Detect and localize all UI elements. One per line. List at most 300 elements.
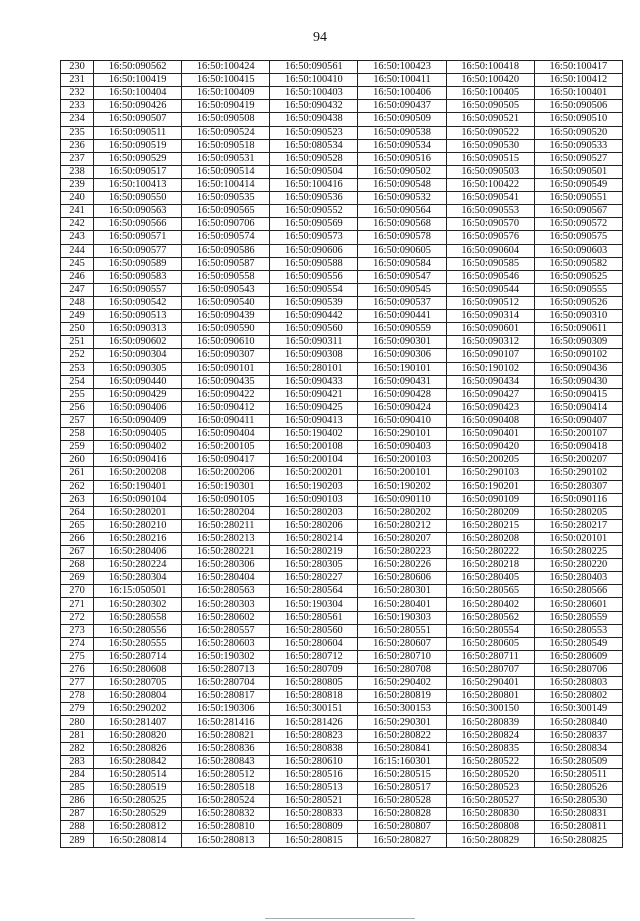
cadastral-number-cell: 16:50:290103 [446, 467, 534, 480]
cadastral-number-cell: 16:50:090438 [270, 113, 358, 126]
cadastral-number-cell: 16:50:280514 [94, 768, 182, 781]
cadastral-number-cell: 16:50:280814 [94, 834, 182, 848]
cadastral-number-cell: 16:50:090511 [94, 126, 182, 139]
cadastral-number-cell: 16:50:100415 [182, 74, 270, 87]
cadastral-number-cell: 16:50:090572 [534, 218, 622, 231]
cadastral-number-cell: 16:50:280830 [446, 808, 534, 821]
cadastral-number-cell: 16:50:280509 [534, 755, 622, 768]
table-row [61, 310, 623, 323]
cadastral-number-cell: 16:50:090549 [534, 178, 622, 191]
table-row [61, 572, 623, 585]
row-number: 256 [61, 401, 94, 414]
cadastral-number-cell: 16:50:280563 [182, 585, 270, 598]
cadastral-number-cell: 16:50:190401 [94, 480, 182, 493]
cadastral-number-cell: 16:50:090571 [94, 231, 182, 244]
table-row [61, 244, 623, 257]
cadastral-number-cell: 16:50:280803 [534, 677, 622, 690]
cadastral-number-cell: 16:50:280605 [446, 637, 534, 650]
table-row [61, 152, 623, 165]
row-number: 258 [61, 428, 94, 441]
cadastral-number-cell: 16:50:090508 [182, 113, 270, 126]
cadastral-number-cell: 16:50:280403 [534, 572, 622, 585]
row-number: 240 [61, 192, 94, 205]
row-number: 284 [61, 768, 94, 781]
cadastral-number-cell: 16:50:090567 [534, 205, 622, 218]
cadastral-number-cell: 16:50:100424 [182, 61, 270, 74]
table-row [61, 742, 623, 755]
cadastral-number-cell: 16:50:280815 [270, 834, 358, 848]
row-number: 282 [61, 742, 94, 755]
cadastral-number-cell: 16:50:290101 [358, 428, 446, 441]
cadastral-number-cell: 16:50:090568 [358, 218, 446, 231]
table-row [61, 61, 623, 74]
cadastral-number-cell: 16:50:280802 [534, 690, 622, 703]
cadastral-number-cell: 16:50:090578 [358, 231, 446, 244]
cadastral-number-cell: 16:50:090556 [270, 270, 358, 283]
cadastral-number-cell: 16:50:090552 [270, 205, 358, 218]
table-row [61, 257, 623, 270]
cadastral-number-cell: 16:50:090430 [534, 375, 622, 388]
cadastral-number-cell: 16:50:280301 [358, 585, 446, 598]
row-number: 273 [61, 624, 94, 637]
cadastral-number-cell: 16:50:290401 [446, 677, 534, 690]
cadastral-number-cell: 16:50:280832 [182, 808, 270, 821]
cadastral-number-cell: 16:50:090402 [94, 441, 182, 454]
row-number: 239 [61, 178, 94, 191]
cadastral-number-cell: 16:50:280601 [534, 598, 622, 611]
table-row [61, 126, 623, 139]
cadastral-number-cell: 16:50:090513 [94, 310, 182, 323]
row-number: 233 [61, 100, 94, 113]
cadastral-number-cell: 16:50:280707 [446, 664, 534, 677]
cadastral-number-cell: 16:50:090301 [358, 336, 446, 349]
cadastral-number-cell: 16:50:280555 [94, 637, 182, 650]
table-row [61, 323, 623, 336]
cadastral-number-cell: 16:50:100422 [446, 178, 534, 191]
cadastral-number-cell: 16:50:280554 [446, 624, 534, 637]
cadastral-number-cell: 16:50:280604 [270, 637, 358, 650]
cadastral-number-cell: 16:50:280831 [534, 808, 622, 821]
table-row [61, 664, 623, 677]
cadastral-number-cell: 16:50:280843 [182, 755, 270, 768]
cadastral-number-cell: 16:50:020101 [534, 532, 622, 545]
cadastral-number-cell: 16:15:160301 [358, 755, 446, 768]
cadastral-number-cell: 16:50:090554 [270, 283, 358, 296]
cadastral-number-cell: 16:50:090603 [534, 244, 622, 257]
cadastral-number-cell: 16:50:090531 [182, 152, 270, 165]
table-row [61, 454, 623, 467]
row-number: 286 [61, 795, 94, 808]
row-number: 285 [61, 782, 94, 795]
cadastral-number-cell: 16:50:090413 [270, 414, 358, 427]
row-number: 270 [61, 585, 94, 598]
cadastral-number-cell: 16:50:280511 [534, 768, 622, 781]
cadastral-number-cell: 16:50:290202 [94, 703, 182, 716]
cadastral-number-cell: 16:50:090611 [534, 323, 622, 336]
cadastral-number-cell: 16:50:280812 [94, 821, 182, 834]
cadastral-number-cell: 16:50:090565 [182, 205, 270, 218]
cadastral-number-cell: 16:50:280212 [358, 519, 446, 532]
row-number: 253 [61, 362, 94, 375]
cadastral-number-cell: 16:50:090560 [270, 323, 358, 336]
row-number: 252 [61, 349, 94, 362]
cadastral-number-cell: 16:50:090421 [270, 388, 358, 401]
table-row [61, 834, 623, 848]
table-row [61, 100, 623, 113]
cadastral-number-cell: 16:50:280809 [270, 821, 358, 834]
row-number: 246 [61, 270, 94, 283]
cadastral-number-cell: 16:50:280811 [534, 821, 622, 834]
cadastral-number-cell: 16:50:090562 [94, 61, 182, 74]
row-number: 235 [61, 126, 94, 139]
cadastral-number-cell: 16:50:300151 [270, 703, 358, 716]
cadastral-number-cell: 16:50:280521 [270, 795, 358, 808]
table-row [61, 165, 623, 178]
cadastral-number-cell: 16:50:280524 [182, 795, 270, 808]
cadastral-number-cell: 16:50:100423 [358, 61, 446, 74]
cadastral-number-cell: 16:50:090109 [446, 493, 534, 506]
table-row [61, 703, 623, 716]
cadastral-number-cell: 16:50:280561 [270, 611, 358, 624]
table-row [61, 192, 623, 205]
cadastral-number-cell: 16:50:280208 [446, 532, 534, 545]
table-row [61, 231, 623, 244]
cadastral-number-cell: 16:50:280706 [534, 664, 622, 677]
table-row [61, 795, 623, 808]
cadastral-number-cell: 16:50:280560 [270, 624, 358, 637]
cadastral-number-cell: 16:50:190402 [270, 428, 358, 441]
cadastral-number-cell: 16:50:100409 [182, 87, 270, 100]
cadastral-number-cell: 16:50:280225 [534, 546, 622, 559]
cadastral-number-cell: 16:50:280549 [534, 637, 622, 650]
cadastral-number-cell: 16:50:280825 [534, 834, 622, 848]
cadastral-number-cell: 16:50:100404 [94, 87, 182, 100]
row-number: 238 [61, 165, 94, 178]
cadastral-number-cell: 16:50:281426 [270, 716, 358, 729]
cadastral-number-cell: 16:50:090522 [446, 126, 534, 139]
cadastral-number-cell: 16:50:090404 [182, 428, 270, 441]
cadastral-number-cell: 16:50:280218 [446, 559, 534, 572]
row-number: 280 [61, 716, 94, 729]
cadastral-number-cell: 16:50:090584 [358, 257, 446, 270]
cadastral-number-cell: 16:50:190101 [358, 362, 446, 375]
cadastral-number-cell: 16:50:200201 [270, 467, 358, 480]
table-row [61, 362, 623, 375]
cadastral-number-cell: 16:50:190202 [358, 480, 446, 493]
cadastral-number-cell: 16:50:200206 [182, 467, 270, 480]
table-row [61, 401, 623, 414]
row-number: 245 [61, 257, 94, 270]
cadastral-number-cell: 16:50:090505 [446, 100, 534, 113]
cadastral-number-cell: 16:50:280608 [94, 664, 182, 677]
cadastral-number-cell: 16:50:280512 [182, 768, 270, 781]
cadastral-number-cell: 16:50:090542 [94, 296, 182, 309]
cadastral-number-cell: 16:50:090544 [446, 283, 534, 296]
cadastral-number-cell: 16:50:090517 [94, 165, 182, 178]
cadastral-number-cell: 16:50:280840 [534, 716, 622, 729]
cadastral-number-cell: 16:50:280401 [358, 598, 446, 611]
row-number: 266 [61, 532, 94, 545]
cadastral-number-cell: 16:50:090432 [270, 100, 358, 113]
cadastral-number-cell: 16:50:090541 [446, 192, 534, 205]
cadastral-number-cell: 16:50:090557 [94, 283, 182, 296]
cadastral-number-cell: 16:50:090313 [94, 323, 182, 336]
cadastral-number-cell: 16:50:281407 [94, 716, 182, 729]
cadastral-number-cell: 16:50:090536 [270, 192, 358, 205]
cadastral-number-cell: 16:50:100414 [182, 178, 270, 191]
cadastral-number-cell: 16:50:280404 [182, 572, 270, 585]
table-row [61, 428, 623, 441]
cadastral-number-cell: 16:50:090510 [534, 113, 622, 126]
cadastral-number-cell: 16:50:090507 [94, 113, 182, 126]
cadastral-number-cell: 16:50:280523 [446, 782, 534, 795]
cadastral-number-cell: 16:50:090577 [94, 244, 182, 257]
cadastral-number-cell: 16:50:090431 [358, 375, 446, 388]
cadastral-number-cell: 16:50:190301 [182, 480, 270, 493]
cadastral-number-cell: 16:50:280211 [182, 519, 270, 532]
cadastral-number-cell: 16:50:090561 [270, 61, 358, 74]
cadastral-number-cell: 16:50:280515 [358, 768, 446, 781]
row-number: 249 [61, 310, 94, 323]
cadastral-number-cell: 16:50:090105 [182, 493, 270, 506]
cadastral-number-cell: 16:50:280556 [94, 624, 182, 637]
table-row [61, 349, 623, 362]
cadastral-number-cell: 16:50:100410 [270, 74, 358, 87]
table-row [61, 296, 623, 309]
cadastral-number-cell: 16:50:280835 [446, 742, 534, 755]
cadastral-number-cell: 16:50:090406 [94, 401, 182, 414]
cadastral-number-cell: 16:50:280801 [446, 690, 534, 703]
row-number: 232 [61, 87, 94, 100]
cadastral-number-cell: 16:50:090437 [358, 100, 446, 113]
cadastral-number-cell: 16:50:090405 [94, 428, 182, 441]
table-row [61, 585, 623, 598]
cadastral-number-cell: 16:50:280708 [358, 664, 446, 677]
cadastral-number-cell: 16:50:290301 [358, 716, 446, 729]
cadastral-number-cell: 16:50:280823 [270, 729, 358, 742]
table-row [61, 598, 623, 611]
cadastral-number-cell: 16:50:280520 [446, 768, 534, 781]
row-number: 250 [61, 323, 94, 336]
row-number: 230 [61, 61, 94, 74]
cadastral-number-cell: 16:50:280709 [270, 664, 358, 677]
cadastral-number-cell: 16:50:280610 [270, 755, 358, 768]
row-number: 275 [61, 650, 94, 663]
cadastral-number-cell: 16:50:090589 [94, 257, 182, 270]
cadastral-number-cell: 16:50:090305 [94, 362, 182, 375]
table-row [61, 611, 623, 624]
cadastral-number-cell: 16:50:280214 [270, 532, 358, 545]
cadastral-number-cell: 16:50:290402 [358, 677, 446, 690]
table-row [61, 808, 623, 821]
cadastral-number-cell: 16:50:090573 [270, 231, 358, 244]
cadastral-number-cell: 16:50:190201 [446, 480, 534, 493]
cadastral-number-cell: 16:50:280221 [182, 546, 270, 559]
cadastral-number-cell: 16:50:090602 [94, 336, 182, 349]
cadastral-number-cell: 16:50:090403 [358, 441, 446, 454]
cadastral-number-cell: 16:50:280822 [358, 729, 446, 742]
cadastral-number-cell: 16:50:090428 [358, 388, 446, 401]
cadastral-number-cell: 16:50:280805 [270, 677, 358, 690]
cadastral-number-cell: 16:50:090102 [534, 349, 622, 362]
cadastral-number-cell: 16:50:200207 [534, 454, 622, 467]
cadastral-number-cell: 16:50:280222 [446, 546, 534, 559]
row-number: 248 [61, 296, 94, 309]
cadastral-number-cell: 16:50:090539 [270, 296, 358, 309]
cadastral-number-cell: 16:50:200105 [182, 441, 270, 454]
cadastral-number-cell: 16:50:090412 [182, 401, 270, 414]
row-number: 271 [61, 598, 94, 611]
cadastral-number-cell: 16:50:280525 [94, 795, 182, 808]
cadastral-number-cell: 16:50:090512 [446, 296, 534, 309]
cadastral-number-cell: 16:50:280558 [94, 611, 182, 624]
row-number: 261 [61, 467, 94, 480]
row-number: 278 [61, 690, 94, 703]
cadastral-number-cell: 16:50:280562 [446, 611, 534, 624]
cadastral-number-cell: 16:50:090706 [182, 218, 270, 231]
table-row [61, 113, 623, 126]
cadastral-number-cell: 16:50:090606 [270, 244, 358, 257]
cadastral-number-cell: 16:50:090501 [534, 165, 622, 178]
table-row [61, 768, 623, 781]
cadastral-number-cell: 16:50:090110 [358, 493, 446, 506]
cadastral-number-cell: 16:50:280804 [94, 690, 182, 703]
cadastral-number-cell: 16:50:280557 [182, 624, 270, 637]
cadastral-number-cell: 16:50:280216 [94, 532, 182, 545]
cadastral-number-cell: 16:50:100411 [358, 74, 446, 87]
cadastral-number-cell: 16:50:280553 [534, 624, 622, 637]
cadastral-number-cell: 16:50:090564 [358, 205, 446, 218]
table-row [61, 559, 623, 572]
cadastral-number-cell: 16:50:090504 [270, 165, 358, 178]
cadastral-number-cell: 16:50:280530 [534, 795, 622, 808]
table-row [61, 441, 623, 454]
cadastral-number-cell: 16:50:090426 [94, 100, 182, 113]
cadastral-number-cell: 16:50:090585 [446, 257, 534, 270]
cadastral-number-cell: 16:50:280819 [358, 690, 446, 703]
cadastral-number-cell: 16:50:090116 [534, 493, 622, 506]
cadastral-number-cell: 16:50:090401 [446, 428, 534, 441]
cadastral-number-cell: 16:50:280714 [94, 650, 182, 663]
cadastral-number-cell: 16:50:281416 [182, 716, 270, 729]
cadastral-number-cell: 16:50:280807 [358, 821, 446, 834]
cadastral-number-cell: 16:50:090525 [534, 270, 622, 283]
cadastral-number-cell: 16:50:280817 [182, 690, 270, 703]
cadastral-number-cell: 16:50:100416 [270, 178, 358, 191]
row-number: 283 [61, 755, 94, 768]
table-row [61, 637, 623, 650]
cadastral-number-cell: 16:50:280838 [270, 742, 358, 755]
cadastral-number-cell: 16:50:280705 [94, 677, 182, 690]
cadastral-number-cell: 16:50:090516 [358, 152, 446, 165]
cadastral-number-cell: 16:50:280516 [270, 768, 358, 781]
cadastral-number-cell: 16:50:090570 [446, 218, 534, 231]
cadastral-number-cell: 16:50:280820 [94, 729, 182, 742]
cadastral-number-cell: 16:50:090312 [446, 336, 534, 349]
cadastral-number-cell: 16:50:090309 [534, 336, 622, 349]
row-number: 241 [61, 205, 94, 218]
cadastral-number-cell: 16:50:280839 [446, 716, 534, 729]
cadastral-number-cell: 16:50:100418 [446, 61, 534, 74]
table-body [61, 61, 623, 848]
table-row [61, 716, 623, 729]
cadastral-number-cell: 16:50:280566 [534, 585, 622, 598]
row-number: 254 [61, 375, 94, 388]
cadastral-number-cell: 16:50:090610 [182, 336, 270, 349]
cadastral-number-cell: 16:50:090410 [358, 414, 446, 427]
table-row [61, 690, 623, 703]
table-row [61, 205, 623, 218]
cadastral-number-cell: 16:50:190304 [270, 598, 358, 611]
cadastral-number-cell: 16:50:280810 [182, 821, 270, 834]
cadastral-number-cell: 16:50:280551 [358, 624, 446, 637]
cadastral-number-cell: 16:50:090314 [446, 310, 534, 323]
row-number: 264 [61, 506, 94, 519]
bottom-rule [265, 918, 415, 919]
cadastral-number-cell: 16:50:090523 [270, 126, 358, 139]
cadastral-table [60, 60, 623, 848]
table-row [61, 388, 623, 401]
cadastral-number-cell: 16:50:090506 [534, 100, 622, 113]
cadastral-number-cell: 16:50:090435 [182, 375, 270, 388]
cadastral-number-cell: 16:50:080534 [270, 139, 358, 152]
cadastral-number-cell: 16:50:280203 [270, 506, 358, 519]
row-number: 243 [61, 231, 94, 244]
table-row [61, 546, 623, 559]
cadastral-number-cell: 16:50:090441 [358, 310, 446, 323]
table-row [61, 519, 623, 532]
table-row [61, 624, 623, 637]
cadastral-number-cell: 16:50:280518 [182, 782, 270, 795]
cadastral-number-cell: 16:50:280402 [446, 598, 534, 611]
table-row [61, 375, 623, 388]
row-number: 279 [61, 703, 94, 716]
table-row [61, 218, 623, 231]
cadastral-number-cell: 16:50:090586 [182, 244, 270, 257]
cadastral-number-cell: 16:50:200108 [270, 441, 358, 454]
row-number: 268 [61, 559, 94, 572]
row-number: 269 [61, 572, 94, 585]
cadastral-number-cell: 16:50:100417 [534, 61, 622, 74]
cadastral-number-cell: 16:50:190102 [446, 362, 534, 375]
cadastral-number-cell: 16:15:050501 [94, 585, 182, 598]
cadastral-number-cell: 16:50:090307 [182, 349, 270, 362]
cadastral-number-cell: 16:50:090310 [534, 310, 622, 323]
cadastral-number-cell: 16:50:090587 [182, 257, 270, 270]
cadastral-number-cell: 16:50:280713 [182, 664, 270, 677]
cadastral-number-cell: 16:50:280517 [358, 782, 446, 795]
cadastral-number-cell: 16:50:090306 [358, 349, 446, 362]
cadastral-number-cell: 16:50:090411 [182, 414, 270, 427]
cadastral-number-cell: 16:50:280224 [94, 559, 182, 572]
cadastral-number-cell: 16:50:090502 [358, 165, 446, 178]
table-row [61, 493, 623, 506]
cadastral-number-cell: 16:50:280808 [446, 821, 534, 834]
row-number: 251 [61, 336, 94, 349]
cadastral-number-cell: 16:50:100420 [446, 74, 534, 87]
row-number: 265 [61, 519, 94, 532]
cadastral-number-cell: 16:50:280826 [94, 742, 182, 755]
cadastral-number-cell: 16:50:200208 [94, 467, 182, 480]
cadastral-number-cell: 16:50:090524 [182, 126, 270, 139]
cadastral-number-cell: 16:50:100405 [446, 87, 534, 100]
table-row [61, 782, 623, 795]
row-number: 281 [61, 729, 94, 742]
table-row [61, 532, 623, 545]
cadastral-number-cell: 16:50:090528 [270, 152, 358, 165]
cadastral-number-cell: 16:50:280818 [270, 690, 358, 703]
cadastral-number-cell: 16:50:280528 [358, 795, 446, 808]
